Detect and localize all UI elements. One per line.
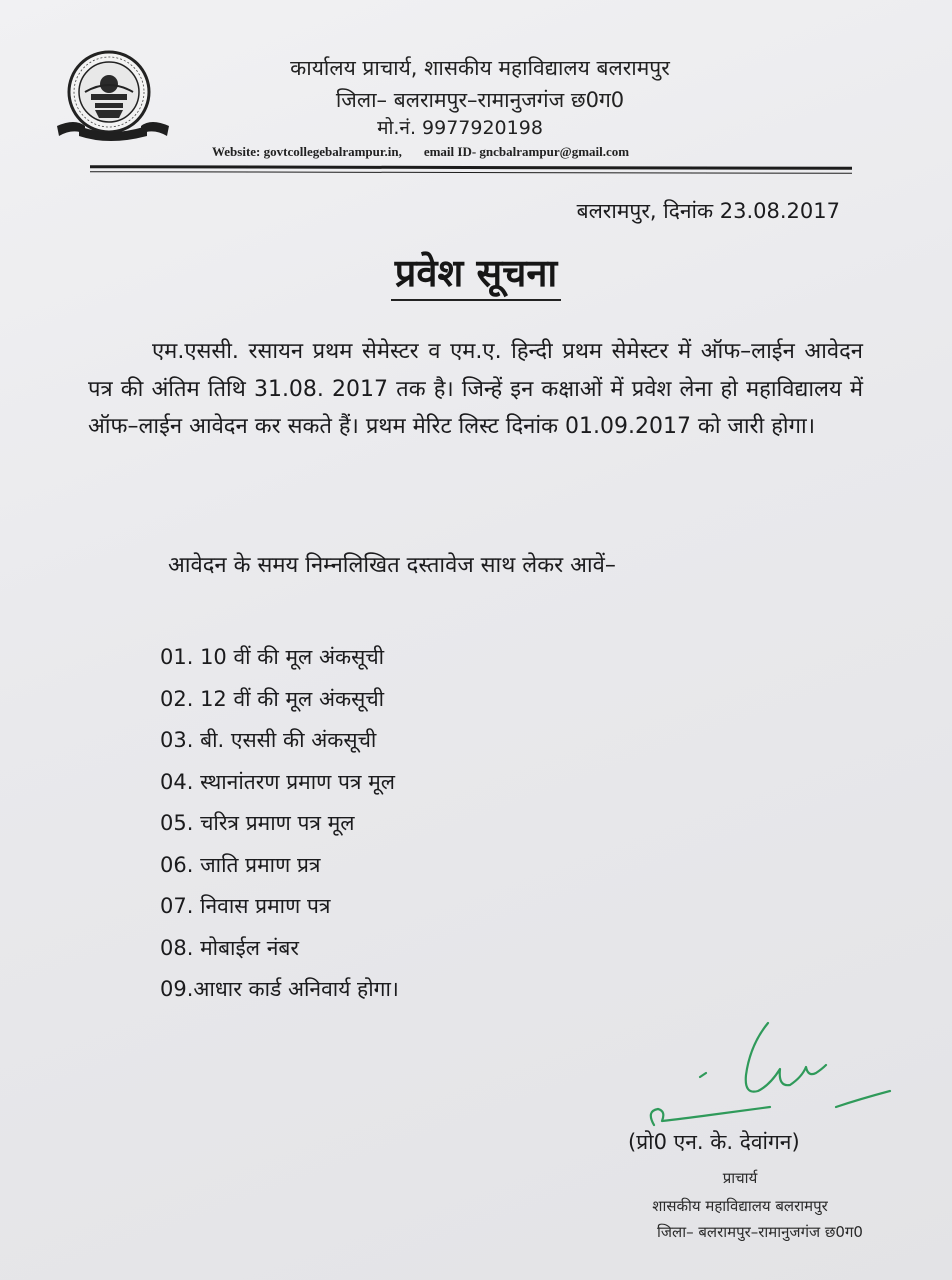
signatory-district: जिला– बलरामपुर–रामानुजगंज छ0ग0	[657, 1223, 863, 1241]
admission-paragraph-text: एम.एससी. रसायन प्रथम सेमेस्टर व एम.ए. हिन्दी प्रथम सेमेस्टर में ऑफ–लाईन आवेदन पत्र की अंतिम तिथि 31.08. 2017 तक है। जिन्हें इन कक्षाओं में प्रवेश लेना हो महाविद्यालय में ऑफ–लाईन आवेदन कर सकते हैं। प्रथम मेरिट लिस्ट दिनांक 01.09.2017 को जारी होगा।	[88, 339, 863, 439]
documents-list	[160, 637, 399, 1011]
header-divider-thick	[90, 165, 852, 170]
website-text: Website: govtcollegebalrampur.in,	[212, 144, 402, 159]
list-item: 07. निवास प्रमाण पत्र	[160, 894, 331, 918]
documents-intro	[88, 547, 868, 585]
list-item: 09.आधार कार्ड अनिवार्य होगा।	[160, 977, 399, 1001]
list-item: 01. 10 वीं की मूल अंकसूची	[160, 645, 385, 669]
documents-intro-text: आवेदन के समय निम्नलिखित दस्तावेज साथ लेकर आवें–	[168, 553, 616, 578]
list-item: 03. बी. एससी की अंकसूची	[160, 728, 377, 752]
signatory-designation: प्राचार्य	[722, 1169, 758, 1187]
district-line: जिला– बलरामपुर–रामानुजगंज छ0ग0	[335, 88, 625, 112]
office-heading: कार्यालय प्राचार्य, शासकीय महाविद्यालय बलरामपुर	[290, 56, 670, 80]
list-item: 05. चरित्र प्रमाण पत्र मूल	[160, 811, 355, 835]
list-item: 04. स्थानांतरण प्रमाण पत्र मूल	[160, 769, 395, 794]
signatory-institution: शासकीय महाविद्यालय बलरामपुर	[652, 1197, 828, 1215]
contact-line	[212, 144, 629, 160]
header-divider-thin	[90, 171, 852, 174]
list-item: 06. जाति प्रमाण प्रत्र	[160, 852, 321, 877]
email-text: email ID- gncbalrampur@gmail.com	[423, 144, 630, 159]
list-item: 08. मोबाईल नंबर	[160, 935, 299, 960]
notice-date: बलरामपुर, दिनांक 23.08.2017	[576, 199, 840, 223]
list-item: 02. 12 वीं की मूल अंकसूची	[160, 686, 385, 711]
mobile-number: मो.नं. 9977920198	[377, 117, 543, 139]
notice-title	[0, 246, 952, 298]
admission-paragraph	[88, 333, 863, 446]
handwritten-signature	[640, 1015, 900, 1135]
college-seal-logo	[55, 48, 171, 144]
signatory-name: (प्रो0 एन. के. देवांगन)	[628, 1130, 800, 1154]
notice-title-text: प्रवेश सूचना	[391, 251, 562, 301]
